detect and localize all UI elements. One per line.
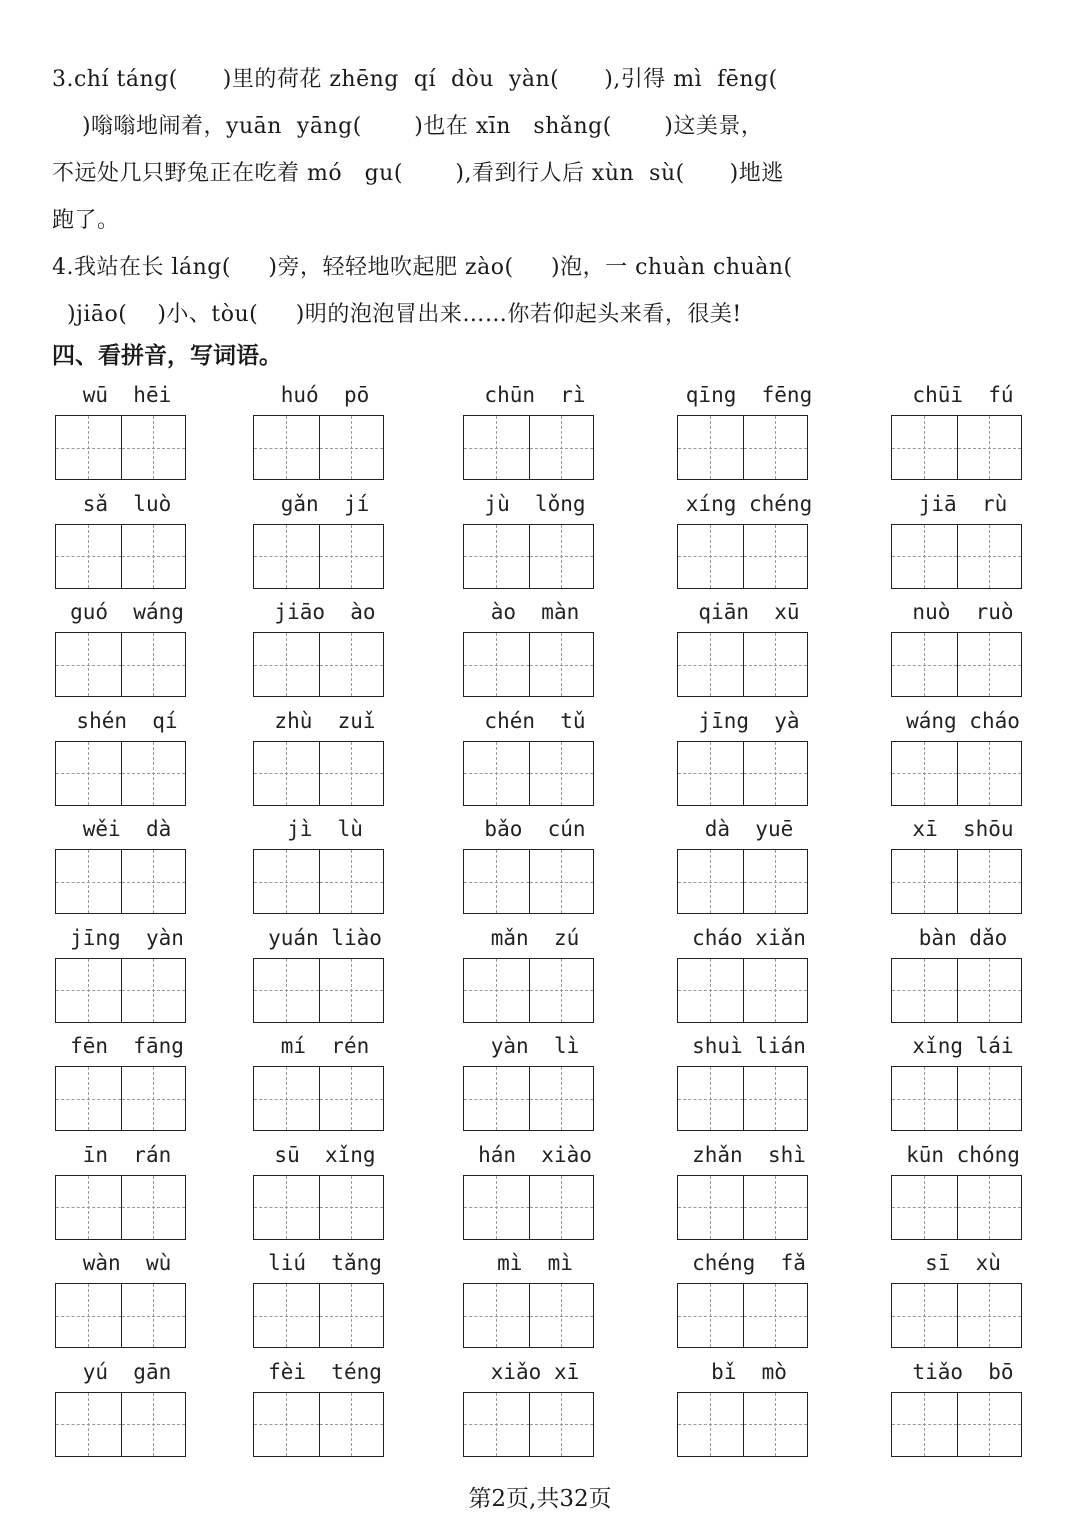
- writing-box-pair: [55, 632, 186, 697]
- writing-box[interactable]: [56, 742, 121, 805]
- writing-box[interactable]: [254, 1176, 319, 1239]
- writing-box[interactable]: [957, 633, 1022, 696]
- writing-box[interactable]: [464, 959, 529, 1022]
- writing-box[interactable]: [678, 1067, 743, 1130]
- writing-box[interactable]: [678, 633, 743, 696]
- pinyin-label: wàn wù: [82, 1251, 172, 1275]
- writing-box[interactable]: [678, 525, 743, 588]
- writing-box[interactable]: [254, 416, 319, 479]
- pinyin-label: shuì lián: [692, 1034, 806, 1058]
- writing-box[interactable]: [892, 1176, 957, 1239]
- writing-box[interactable]: [319, 1393, 384, 1456]
- pinyin-label: mí rén: [280, 1034, 370, 1058]
- writing-box-pair: [253, 632, 384, 697]
- writing-box-pair: [463, 415, 594, 480]
- word-item: [52, 921, 252, 1026]
- writing-box-pair: [891, 958, 1022, 1023]
- writing-box[interactable]: [121, 742, 186, 805]
- pinyin-label: zhǎn shì: [692, 1142, 806, 1167]
- writing-box[interactable]: [892, 416, 957, 479]
- writing-box[interactable]: [56, 1176, 121, 1239]
- writing-box[interactable]: [121, 850, 186, 913]
- writing-box[interactable]: [743, 959, 808, 1022]
- writing-box[interactable]: [56, 850, 121, 913]
- writing-box[interactable]: [892, 633, 957, 696]
- writing-box[interactable]: [892, 1393, 957, 1456]
- writing-box-pair: [891, 524, 1022, 589]
- word-item: [674, 487, 874, 592]
- pinyin-label: zhù zuǐ: [274, 708, 376, 733]
- word-item: [674, 1246, 874, 1351]
- pinyin-label: bǎo cún: [484, 817, 586, 841]
- writing-box-pair: [891, 1283, 1022, 1348]
- pinyin-label: sū xǐng: [274, 1142, 376, 1167]
- word-item: [52, 487, 252, 592]
- pinyin-label: guó wáng: [70, 600, 184, 624]
- writing-box-pair: [463, 632, 594, 697]
- writing-box[interactable]: [319, 1176, 384, 1239]
- word-item: [888, 1246, 1080, 1351]
- writing-box[interactable]: [743, 416, 808, 479]
- writing-box[interactable]: [957, 742, 1022, 805]
- writing-box[interactable]: [254, 1067, 319, 1130]
- pinyin-word-grid: [52, 378, 1032, 1463]
- writing-box[interactable]: [464, 1393, 529, 1456]
- writing-box[interactable]: [319, 1067, 384, 1130]
- writing-box[interactable]: [529, 633, 594, 696]
- writing-box[interactable]: [529, 742, 594, 805]
- pinyin-label: jì lù: [287, 817, 363, 841]
- pinyin-label: bàn dǎo: [918, 925, 1008, 950]
- word-item: [250, 1355, 450, 1460]
- writing-box-pair: [253, 1283, 384, 1348]
- writing-box[interactable]: [678, 1176, 743, 1239]
- pinyin-label: liú tǎng: [268, 1251, 382, 1275]
- writing-box[interactable]: [254, 525, 319, 588]
- writing-box-pair: [891, 632, 1022, 697]
- writing-box[interactable]: [892, 959, 957, 1022]
- word-item: [250, 921, 450, 1026]
- pinyin-label: chūn rì: [484, 383, 586, 407]
- writing-box[interactable]: [464, 1067, 529, 1130]
- pinyin-label: chūī fú: [912, 383, 1014, 407]
- word-item: [250, 812, 450, 917]
- writing-box-pair: [253, 524, 384, 589]
- writing-box-pair: [891, 741, 1022, 806]
- writing-box[interactable]: [529, 959, 594, 1022]
- word-item: [52, 1138, 252, 1243]
- word-item: [460, 378, 660, 483]
- pinyin-label: yuán liào: [268, 925, 382, 950]
- writing-box[interactable]: [743, 1393, 808, 1456]
- writing-box-pair: [463, 1283, 594, 1348]
- writing-box[interactable]: [892, 742, 957, 805]
- pinyin-label: jiā rù: [918, 491, 1008, 516]
- word-item: [460, 1138, 660, 1243]
- writing-box[interactable]: [464, 850, 529, 913]
- writing-box-pair: [55, 849, 186, 914]
- pinyin-label: shén qí: [76, 708, 178, 733]
- writing-box-pair: [677, 849, 808, 914]
- pinyin-label: sī xù: [925, 1251, 1001, 1275]
- writing-box-pair: [55, 741, 186, 806]
- writing-box[interactable]: [743, 1284, 808, 1347]
- writing-box[interactable]: [319, 416, 384, 479]
- writing-box[interactable]: [121, 1284, 186, 1347]
- writing-box[interactable]: [529, 1284, 594, 1347]
- word-item: [52, 1246, 252, 1351]
- pinyin-label: wěi dà: [82, 817, 172, 841]
- writing-box-pair: [253, 958, 384, 1023]
- pinyin-label: mì mì: [497, 1251, 573, 1275]
- word-item: [674, 378, 874, 483]
- writing-box[interactable]: [121, 1067, 186, 1130]
- writing-box[interactable]: [529, 416, 594, 479]
- writing-box-pair: [55, 958, 186, 1023]
- page-footer: 第2页,共32页: [468, 1486, 612, 1512]
- writing-box[interactable]: [254, 633, 319, 696]
- exercise-4-line: )jiāo( )小、tòu( )明的泡泡冒出来……你若仰起头来看，很美!: [52, 302, 742, 327]
- writing-box[interactable]: [319, 959, 384, 1022]
- exercise-3-paragraph: [52, 56, 1030, 244]
- pinyin-label: kūn chóng: [906, 1142, 1020, 1167]
- writing-box[interactable]: [56, 1284, 121, 1347]
- word-item: [888, 921, 1080, 1026]
- word-item: [674, 1355, 874, 1460]
- writing-box[interactable]: [678, 416, 743, 479]
- word-item: [888, 378, 1080, 483]
- writing-box-pair: [253, 849, 384, 914]
- writing-box[interactable]: [743, 633, 808, 696]
- writing-box[interactable]: [56, 633, 121, 696]
- pinyin-label: jiāo ào: [274, 600, 376, 624]
- writing-box[interactable]: [319, 633, 384, 696]
- pinyin-label: xíng chéng: [685, 491, 813, 516]
- writing-box-pair: [253, 1392, 384, 1457]
- writing-box[interactable]: [529, 1393, 594, 1456]
- pinyin-label: xiǎo xī: [490, 1359, 580, 1384]
- writing-box-pair: [463, 1175, 594, 1240]
- writing-box[interactable]: [743, 742, 808, 805]
- pinyin-label: yú gān: [82, 1359, 172, 1384]
- pinyin-label: īn rán: [82, 1142, 172, 1167]
- writing-box-pair: [463, 1392, 594, 1457]
- writing-box[interactable]: [56, 525, 121, 588]
- writing-box-pair: [463, 741, 594, 806]
- pinyin-label: fēn fāng: [70, 1034, 184, 1058]
- writing-box-pair: [463, 849, 594, 914]
- pinyin-label: chén tǔ: [484, 708, 586, 733]
- writing-box-pair: [55, 415, 186, 480]
- word-item: [52, 812, 252, 917]
- word-item: [250, 1246, 450, 1351]
- writing-box-pair: [463, 1066, 594, 1131]
- writing-box[interactable]: [464, 416, 529, 479]
- writing-box[interactable]: [56, 1393, 121, 1456]
- pinyin-label: qīng fēng: [685, 383, 813, 407]
- writing-box[interactable]: [121, 1176, 186, 1239]
- writing-box-pair: [677, 1283, 808, 1348]
- word-item: [888, 704, 1080, 809]
- word-item: [674, 1138, 874, 1243]
- word-item: [460, 704, 660, 809]
- writing-box[interactable]: [957, 959, 1022, 1022]
- pinyin-label: jīng yàn: [70, 925, 184, 950]
- word-item: [888, 595, 1080, 700]
- writing-box[interactable]: [678, 1284, 743, 1347]
- writing-box[interactable]: [529, 1176, 594, 1239]
- pinyin-label: mǎn zú: [490, 925, 580, 950]
- writing-box-pair: [677, 741, 808, 806]
- writing-box[interactable]: [319, 742, 384, 805]
- writing-box[interactable]: [56, 1067, 121, 1130]
- word-item: [250, 487, 450, 592]
- writing-box[interactable]: [121, 633, 186, 696]
- pinyin-label: bǐ mò: [711, 1359, 787, 1384]
- pinyin-label: fèi téng: [268, 1359, 382, 1384]
- pinyin-label: yàn lì: [490, 1034, 580, 1058]
- writing-box[interactable]: [254, 959, 319, 1022]
- exercise-3-line: )嗡嗡地闹着，yuān yāng( )也在 xīn shǎng( )这美景，: [52, 114, 764, 139]
- writing-box[interactable]: [464, 1284, 529, 1347]
- pinyin-label: nuò ruò: [912, 600, 1014, 624]
- pinyin-label: huó pō: [280, 383, 370, 407]
- pinyin-label: tiǎo bō: [912, 1359, 1014, 1384]
- writing-box[interactable]: [254, 850, 319, 913]
- pinyin-label: gǎn jí: [280, 491, 370, 516]
- word-item: [674, 812, 874, 917]
- writing-box-pair: [677, 958, 808, 1023]
- writing-box[interactable]: [892, 525, 957, 588]
- writing-box[interactable]: [743, 850, 808, 913]
- writing-box[interactable]: [464, 742, 529, 805]
- writing-box[interactable]: [678, 850, 743, 913]
- word-item: [460, 1029, 660, 1134]
- writing-box-pair: [891, 849, 1022, 914]
- writing-box[interactable]: [319, 525, 384, 588]
- pinyin-label: cháo xiǎn: [692, 925, 806, 950]
- pinyin-label: wáng cháo: [906, 708, 1020, 733]
- writing-box-pair: [891, 1175, 1022, 1240]
- pinyin-label: wū hēi: [82, 383, 172, 407]
- pinyin-label: sǎ luò: [82, 491, 172, 516]
- pinyin-label: jù lǒng: [484, 491, 586, 516]
- word-item: [460, 812, 660, 917]
- word-item: [52, 1029, 252, 1134]
- writing-box[interactable]: [892, 850, 957, 913]
- word-item: [674, 704, 874, 809]
- writing-box[interactable]: [892, 1067, 957, 1130]
- word-item: [888, 1029, 1080, 1134]
- writing-box-pair: [677, 1175, 808, 1240]
- writing-box-pair: [891, 1066, 1022, 1131]
- writing-box-pair: [677, 1066, 808, 1131]
- pinyin-label: ào màn: [490, 600, 580, 624]
- exercise-3-line: 不远处几只野兔正在吃着 mó gu( ),看到行人后 xùn sù( )地逃: [52, 161, 784, 186]
- writing-box[interactable]: [121, 959, 186, 1022]
- word-item: [250, 378, 450, 483]
- word-item: [460, 1246, 660, 1351]
- writing-box-pair: [55, 1175, 186, 1240]
- word-item: [250, 1138, 450, 1243]
- word-item: [250, 704, 450, 809]
- word-item: [52, 595, 252, 700]
- writing-box-pair: [677, 1392, 808, 1457]
- word-item: [674, 1029, 874, 1134]
- exercise-4-paragraph: [52, 244, 1030, 338]
- writing-box[interactable]: [678, 742, 743, 805]
- word-item: [460, 595, 660, 700]
- writing-box[interactable]: [957, 1393, 1022, 1456]
- writing-box[interactable]: [743, 525, 808, 588]
- writing-box-pair: [55, 1283, 186, 1348]
- pinyin-label: xǐng lái: [912, 1034, 1014, 1058]
- writing-box-pair: [463, 958, 594, 1023]
- writing-box[interactable]: [254, 742, 319, 805]
- section-4-title: 四、看拼音，写词语。: [52, 343, 282, 369]
- writing-box-pair: [253, 415, 384, 480]
- writing-box-pair: [677, 632, 808, 697]
- writing-box[interactable]: [892, 1284, 957, 1347]
- writing-box-pair: [253, 741, 384, 806]
- writing-box-pair: [253, 1066, 384, 1131]
- word-item: [888, 487, 1080, 592]
- writing-box-pair: [891, 1392, 1022, 1457]
- writing-box-pair: [253, 1175, 384, 1240]
- word-item: [460, 487, 660, 592]
- word-item: [674, 595, 874, 700]
- writing-box[interactable]: [56, 959, 121, 1022]
- word-item: [52, 704, 252, 809]
- exercise-4-line: 4.我站在长 láng( )旁，轻轻地吹起肥 zào( )泡，一 chuàn chuàn(: [52, 255, 793, 280]
- word-item: [460, 921, 660, 1026]
- writing-box[interactable]: [957, 525, 1022, 588]
- pinyin-label: chéng fǎ: [692, 1251, 806, 1275]
- writing-box[interactable]: [957, 1176, 1022, 1239]
- writing-box[interactable]: [678, 1393, 743, 1456]
- writing-box[interactable]: [957, 1067, 1022, 1130]
- writing-box[interactable]: [319, 1284, 384, 1347]
- writing-box[interactable]: [319, 850, 384, 913]
- writing-box-pair: [677, 415, 808, 480]
- writing-box-pair: [55, 1392, 186, 1457]
- writing-box[interactable]: [957, 1284, 1022, 1347]
- writing-box[interactable]: [56, 416, 121, 479]
- writing-box[interactable]: [254, 1284, 319, 1347]
- word-item: [250, 1029, 450, 1134]
- writing-box[interactable]: [529, 525, 594, 588]
- pinyin-label: jīng yà: [698, 708, 800, 733]
- writing-box[interactable]: [254, 1393, 319, 1456]
- exercise-3-line: 跑了。: [52, 208, 120, 233]
- writing-box[interactable]: [678, 959, 743, 1022]
- word-item: [888, 1138, 1080, 1243]
- writing-box[interactable]: [121, 416, 186, 479]
- word-item: [52, 1355, 252, 1460]
- pinyin-label: hán xiào: [478, 1142, 592, 1167]
- writing-box[interactable]: [464, 1176, 529, 1239]
- writing-box-pair: [55, 524, 186, 589]
- writing-box[interactable]: [957, 850, 1022, 913]
- writing-box-pair: [891, 415, 1022, 480]
- pinyin-label: dà yuē: [704, 817, 794, 841]
- writing-box[interactable]: [743, 1067, 808, 1130]
- word-item: [888, 1355, 1080, 1460]
- word-item: [888, 812, 1080, 917]
- writing-box[interactable]: [121, 525, 186, 588]
- word-item: [674, 921, 874, 1026]
- writing-box-pair: [463, 524, 594, 589]
- pinyin-label: qiān xū: [698, 600, 800, 624]
- writing-box[interactable]: [957, 416, 1022, 479]
- word-item: [460, 1355, 660, 1460]
- writing-box[interactable]: [464, 525, 529, 588]
- writing-box[interactable]: [121, 1393, 186, 1456]
- pinyin-label: xī shōu: [912, 817, 1014, 841]
- writing-box[interactable]: [529, 850, 594, 913]
- writing-box[interactable]: [464, 633, 529, 696]
- word-item: [250, 595, 450, 700]
- writing-box[interactable]: [743, 1176, 808, 1239]
- writing-box-pair: [677, 524, 808, 589]
- writing-box-pair: [55, 1066, 186, 1131]
- writing-box[interactable]: [529, 1067, 594, 1130]
- word-item: [52, 378, 252, 483]
- exercise-3-line: 3.chí táng( )里的荷花 zhēng qí dòu yàn( ),引得 mì fēng(: [52, 67, 778, 92]
